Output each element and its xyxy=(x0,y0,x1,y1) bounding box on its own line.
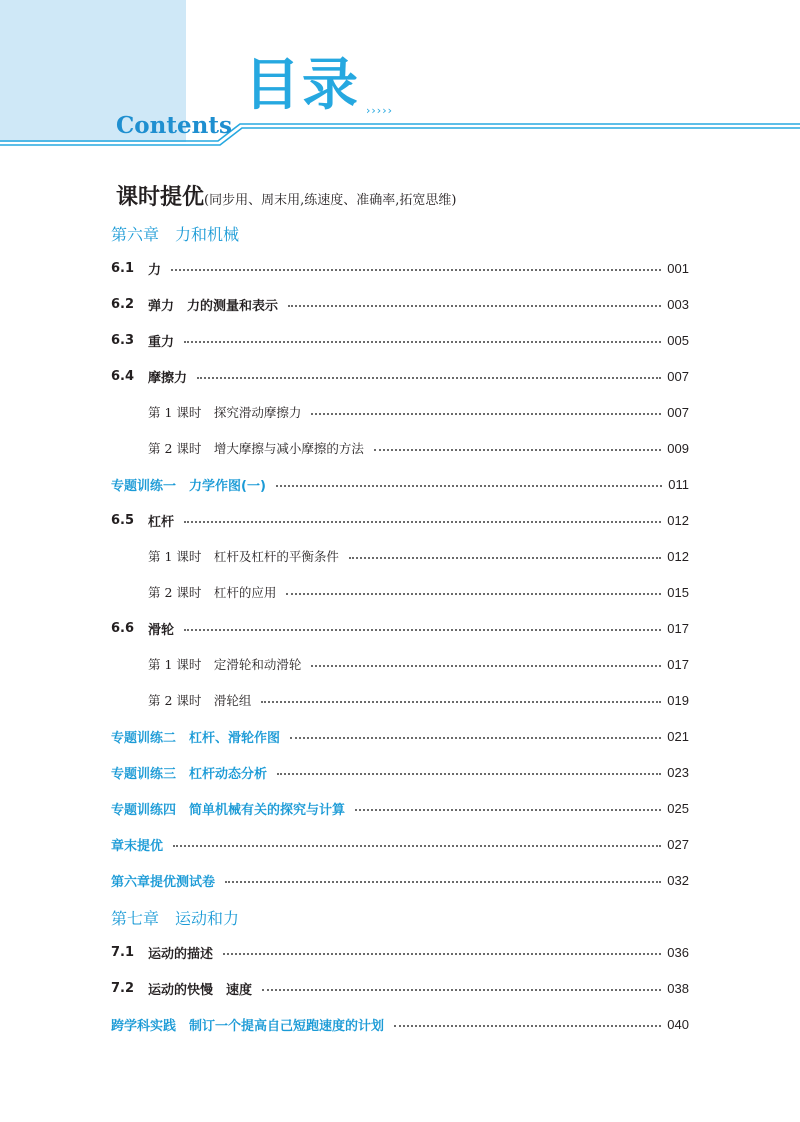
toc-leader xyxy=(261,701,661,703)
toc-page: 009 xyxy=(667,440,689,456)
toc-entry[interactable] xyxy=(111,330,689,350)
toc-label: 弹力 力的测量和表示 xyxy=(148,298,279,314)
toc-entry[interactable] xyxy=(111,978,689,998)
toc-number: 6.1 xyxy=(111,260,135,276)
toc-number: 6.4 xyxy=(111,368,135,384)
toc-leader xyxy=(276,485,662,487)
toc-label: 重力 xyxy=(148,334,175,350)
toc-label: 专题训练四 简单机械有关的探究与计算 xyxy=(111,802,346,818)
chapter-heading[interactable]: 第七章 运动和力 xyxy=(111,909,240,928)
toc-leader xyxy=(184,629,661,631)
toc-page: 032 xyxy=(667,872,689,888)
toc-subentry[interactable] xyxy=(148,546,689,566)
toc-label: 第 2 课时 增大摩擦与减小摩擦的方法 xyxy=(148,441,364,456)
toc-entry[interactable] xyxy=(111,366,689,386)
toc-leader xyxy=(288,305,661,307)
toc-page: 019 xyxy=(667,692,689,708)
section-title: 课时提优 xyxy=(116,185,205,210)
toc-label: 专题训练一 力学作图(一) xyxy=(111,478,266,494)
toc-number: 7.1 xyxy=(111,944,135,960)
page-title: 目录 xyxy=(244,53,360,118)
toc-special-entry[interactable] xyxy=(111,870,689,890)
toc-page: 025 xyxy=(667,800,689,816)
toc-page: 007 xyxy=(667,404,689,420)
toc-leader xyxy=(277,773,661,775)
toc-leader xyxy=(223,953,661,955)
toc-number: 6.3 xyxy=(111,332,135,348)
toc-label: 第 1 课时 杠杆及杠杆的平衡条件 xyxy=(148,549,339,564)
toc-label: 滑轮 xyxy=(148,622,175,638)
toc-leader xyxy=(173,845,661,847)
toc-leader xyxy=(290,737,661,739)
toc-label: 专题训练三 杠杆动态分析 xyxy=(111,766,268,782)
toc-leader xyxy=(197,377,661,379)
toc-leader xyxy=(394,1025,661,1027)
toc-page: 040 xyxy=(667,1016,689,1032)
toc-label: 第六章提优测试卷 xyxy=(111,874,216,890)
toc-page: 012 xyxy=(667,548,689,564)
toc-leader xyxy=(311,665,661,667)
toc-subentry[interactable] xyxy=(148,582,689,602)
toc-label: 第 1 课时 定滑轮和动滑轮 xyxy=(148,657,302,672)
toc-label: 运动的描述 xyxy=(148,946,214,962)
toc-leader xyxy=(171,269,661,271)
toc-special-entry[interactable] xyxy=(111,834,689,854)
toc-subentry[interactable] xyxy=(148,402,689,422)
toc-label: 章末提优 xyxy=(111,838,164,854)
toc-special-entry[interactable] xyxy=(111,762,689,782)
toc-leader xyxy=(311,413,661,415)
toc-page: 017 xyxy=(667,656,689,672)
toc-label: 第 2 课时 杠杆的应用 xyxy=(148,585,277,600)
toc-entry[interactable] xyxy=(111,258,689,278)
toc-page: 038 xyxy=(667,980,689,996)
toc-leader xyxy=(184,521,661,523)
toc-page: 017 xyxy=(667,620,689,636)
chapter-heading[interactable]: 第六章 力和机械 xyxy=(111,225,240,244)
toc-leader xyxy=(286,593,661,595)
section-subtitle: (同步用、周末用,练速度、准确率,拓宽思维) xyxy=(204,193,457,208)
title-arrows-icon: ››››› xyxy=(366,104,393,117)
toc-page: 005 xyxy=(667,332,689,348)
contents-label: Contents xyxy=(116,112,232,139)
toc-label: 杠杆 xyxy=(148,514,175,530)
toc-page: 001 xyxy=(667,260,689,276)
toc-label: 第 1 课时 探究滑动摩擦力 xyxy=(148,405,302,420)
toc-entry[interactable] xyxy=(111,618,689,638)
toc-number: 6.6 xyxy=(111,620,135,636)
toc-leader xyxy=(355,809,661,811)
toc-entry[interactable] xyxy=(111,942,689,962)
toc-page: 023 xyxy=(667,764,689,780)
toc-label: 第 2 课时 滑轮组 xyxy=(148,693,252,708)
toc-leader xyxy=(262,989,661,991)
toc-special-entry[interactable] xyxy=(111,726,689,746)
toc-page: 011 xyxy=(668,476,689,492)
toc-leader xyxy=(225,881,661,883)
toc-entry[interactable] xyxy=(111,510,689,530)
toc-page: 021 xyxy=(667,728,689,744)
toc-page: 015 xyxy=(667,584,689,600)
toc-label: 摩擦力 xyxy=(148,370,188,386)
toc-page: 036 xyxy=(667,944,689,960)
toc-special-entry[interactable] xyxy=(111,798,689,818)
toc-subentry[interactable] xyxy=(148,438,689,458)
toc-number: 7.2 xyxy=(111,980,135,996)
toc-leader xyxy=(349,557,661,559)
toc-page: 007 xyxy=(667,368,689,384)
toc-number: 6.2 xyxy=(111,296,135,312)
toc-subentry[interactable] xyxy=(148,690,689,710)
toc-entry[interactable] xyxy=(111,294,689,314)
toc-subentry[interactable] xyxy=(148,654,689,674)
toc-label: 运动的快慢 速度 xyxy=(148,982,253,998)
toc-page: 003 xyxy=(667,296,689,312)
toc-page: 027 xyxy=(667,836,689,852)
toc-special-entry[interactable] xyxy=(111,1014,689,1034)
toc-special-entry[interactable] xyxy=(111,474,689,494)
toc-label: 力 xyxy=(148,262,162,278)
toc-leader xyxy=(374,449,661,451)
toc-number: 6.5 xyxy=(111,512,135,528)
toc-label: 专题训练二 杠杆、滑轮作图 xyxy=(111,730,281,746)
toc-page: 012 xyxy=(667,512,689,528)
section-heading xyxy=(116,180,456,211)
toc-leader xyxy=(184,341,661,343)
toc-label: 跨学科实践 制订一个提高自己短跑速度的计划 xyxy=(111,1018,385,1034)
